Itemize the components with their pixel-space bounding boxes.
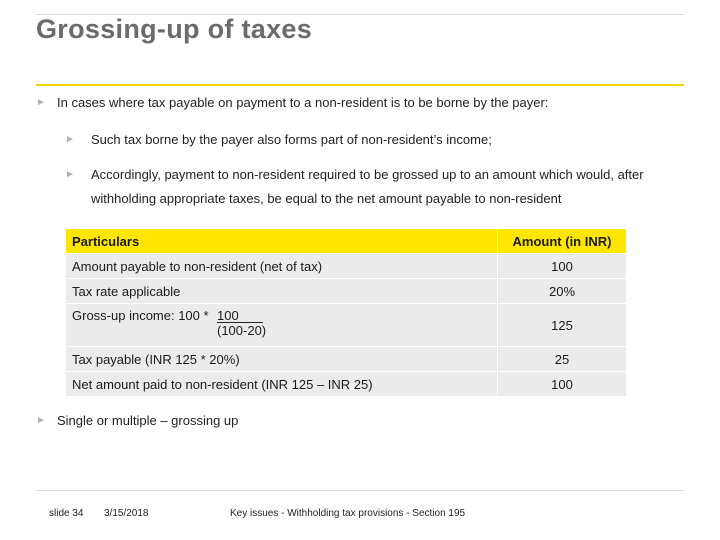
bullet-arrow-icon: ► [36, 415, 46, 426]
bullet-arrow-icon: ► [36, 97, 46, 108]
header-particulars: Particulars [66, 229, 498, 254]
table-row [66, 254, 627, 279]
footer-caption: Key issues - Withholding tax provisions - Section 195 [230, 508, 466, 519]
fraction-numerator: 100 [217, 309, 263, 323]
row-label: Tax payable (INR 125 * 20%) [66, 347, 498, 372]
table-row [66, 347, 627, 372]
row-label: Net amount paid to non-resident (INR 125 – INR 25) [66, 372, 498, 397]
bullet-main: In cases where tax payable on payment to a non-resident is to be borne by the payer: [57, 95, 549, 110]
row-value: 25 [498, 347, 627, 372]
row-label: Amount payable to non-resident (net of tax) [66, 254, 498, 279]
bullet-arrow-icon: ► [65, 169, 75, 180]
header-amount: Amount (in INR) [498, 229, 627, 254]
row-label-gross-up [66, 304, 498, 347]
row-value: 100 [498, 372, 627, 397]
row-value: 20% [498, 279, 627, 304]
row-value: 125 [498, 304, 627, 347]
slide-number: slide 34 [49, 508, 84, 519]
table-row [66, 279, 627, 304]
slide-date: 3/15/2018 [104, 508, 149, 519]
bullet-sub-1: Such tax borne by the payer also forms part of non-resident’s income; [91, 132, 492, 147]
footer-divider [36, 490, 684, 491]
title-underline [36, 84, 684, 86]
bullet-arrow-icon: ► [65, 134, 75, 145]
row-label: Tax rate applicable [66, 279, 498, 304]
gross-up-label: Gross-up income: 100 * [72, 308, 209, 323]
table-row [66, 372, 627, 397]
page-title: Grossing-up of taxes [36, 14, 313, 44]
table-header-row [66, 229, 627, 254]
row-value: 100 [498, 254, 627, 279]
bullet-last: Single or multiple – grossing up [57, 413, 239, 428]
gross-up-table [65, 228, 627, 397]
gross-up-fraction [217, 308, 266, 339]
fraction-denominator: (100-20) [217, 323, 267, 338]
bullet-sub-2-line-2: withholding appropriate taxes, be equal to the net amount payable to non-resident [91, 191, 562, 206]
bullet-sub-2-line-1: Accordingly, payment to non-resident required to be grossed up to an amount which would, after [91, 167, 644, 182]
table-row [66, 304, 627, 347]
